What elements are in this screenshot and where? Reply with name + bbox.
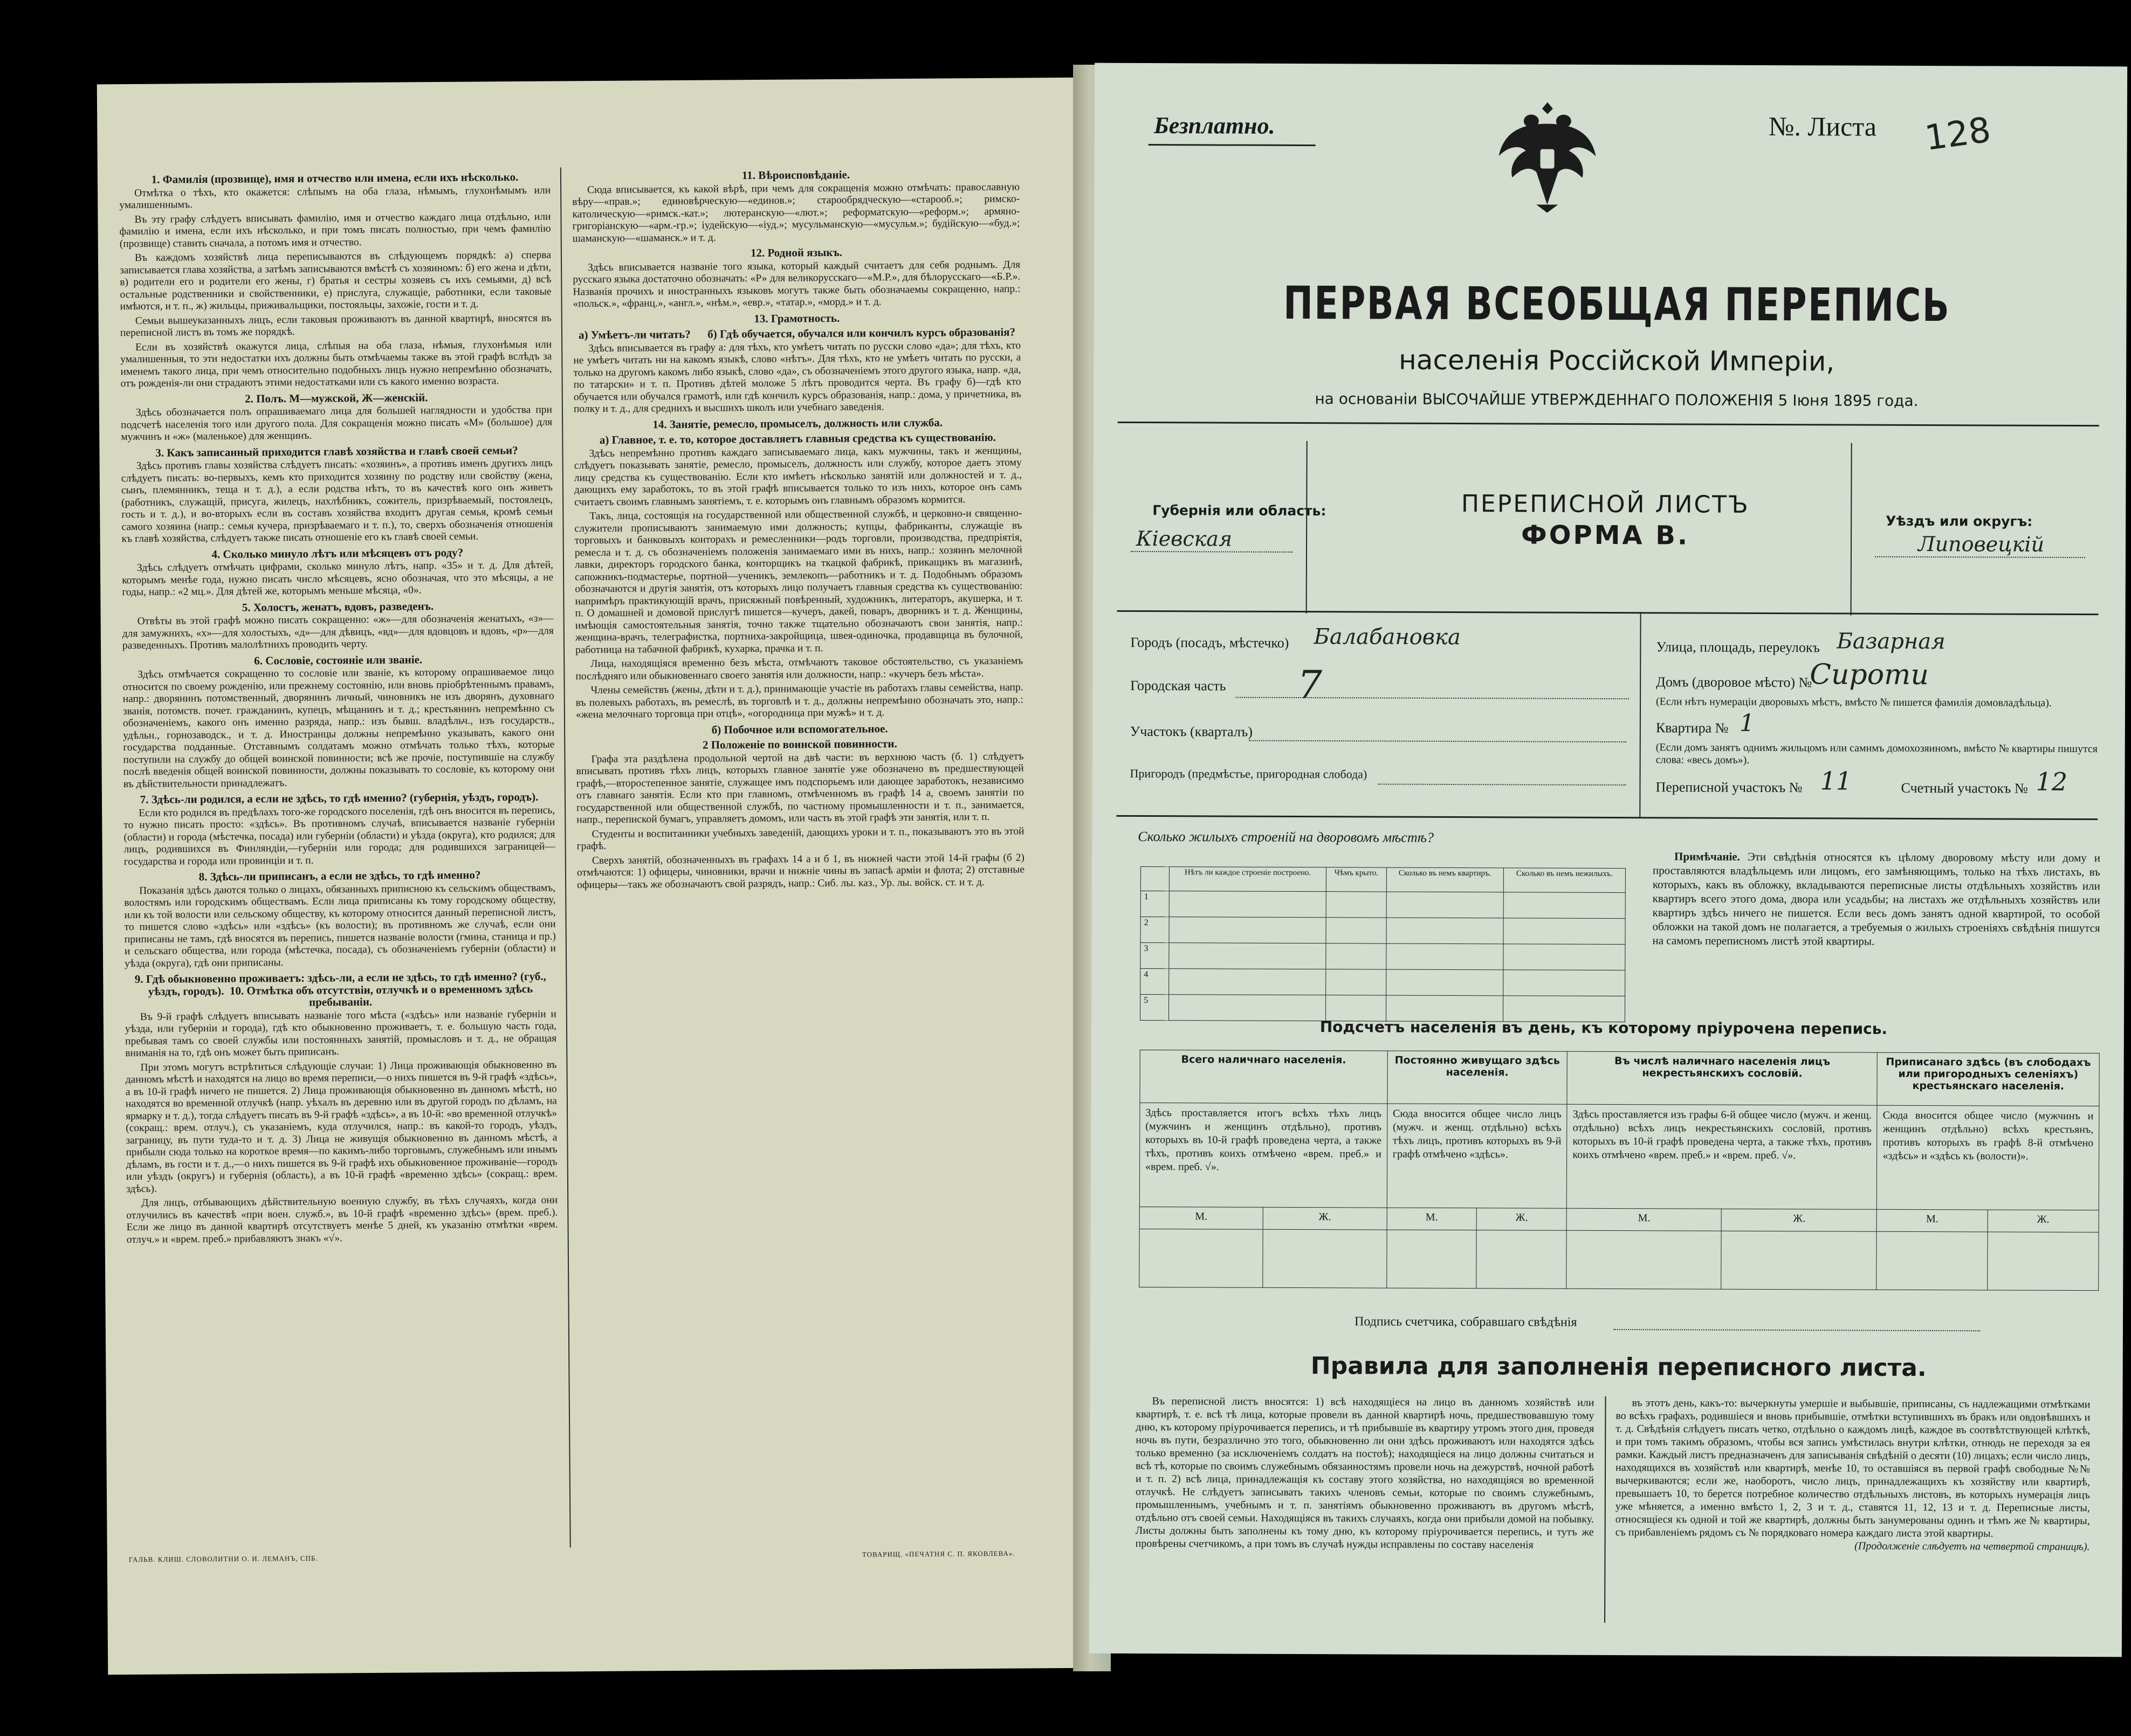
section-heading: 2. Полъ. М—мужской, Ж—женскій. <box>245 390 428 405</box>
section-heading: а) Главное, т. е. то, которое доставляетъ главныя средства къ существованію. <box>599 430 996 446</box>
right-page <box>1089 63 2127 1657</box>
section-heading: 8. Здѣсь-ли приписанъ, а если не здѣсь, то гдѣ именно? <box>198 868 481 884</box>
apartment-value: 1 <box>1739 709 1755 737</box>
paragraph: Отвѣты въ этой графѣ можно писать сокращенно: «ж»—для обозначенія женатыхъ, «з»—для замужнихъ, «х»—для холостыхъ, «д»—для дѣвицъ, «вд»—для вдовцовъ и вдовъ, «р»—для разведенныхъ. Противъ малолѣтнихъ проводить черту. <box>122 612 556 652</box>
census-section-value: 11 <box>1820 766 1852 796</box>
field-line <box>1249 740 1626 742</box>
apartment-note: (Если домъ занятъ однимъ жильцомъ или самимъ домохозяиномъ, вмѣсто № квартиры пишутся слова: «весь домъ»). <box>1655 741 2098 766</box>
section-heading: 11. Вѣроисповѣданіе. <box>741 168 850 182</box>
paragraph: Здѣсь обозначается полъ опрашиваемаго лица для большей наглядности и удобства при подсчетѣ населенія того или другого пола. Для сокращенія можно писать «М» (большое) для мужчинъ и «ж» (маленькое) для женщинъ. <box>121 404 555 443</box>
table-header-cell: Сколько въ немъ квартиръ. <box>1386 867 1504 892</box>
table-cell[interactable] <box>1326 969 1386 995</box>
buildings-table <box>1140 866 1626 1022</box>
population-count-title: Подсчетъ населенія въ день, къ которому пріурочена перепись. <box>1319 1018 1888 1038</box>
paragraph: Здѣсь отмѣчается сокращенно то сословіе или званіе, къ которому опрашиваемое лицо относится по своему рожденію, или прежнему состоянію, или вновь пріобрѣтеннымъ правамъ, напр.: дворянинъ потомственный, дворянинъ личный, чиновникъ не изъ дворянъ, духовнаго званія, потомств. почет. гражданинъ, купецъ, мѣщанинъ и т. д.; крестьянинъ непремѣнно съ обозначеніемъ, какого онъ именно разряда, напр.: изъ бывш. владѣльч., изъ государств., удѣльн., горнозаводск., и т. д. Иностранцы должны непремѣнно указывать, какого они государства подданные. Отставнымъ солдатамъ можно отмѣчать только тѣхъ, которые поступили на службу до общей воинской повинности; всѣ же прочіе, поступившіе на службу послѣ введенія общей воинской повинности, должны показывать то сословіе, къ которому они въ дѣйствительности принадлежатъ. <box>122 666 558 790</box>
table-cell[interactable] <box>1326 943 1386 969</box>
field-line <box>1875 556 2085 558</box>
paragraph: Въ 9-й графѣ слѣдуетъ вписывать названіе того мѣста («здѣсь» или названіе губерніи и уѣзда, или губерніи и города), гдѣ кто обыкновенно проживаетъ, т. е. большую часть года, пребывая тамъ со своей службы или постоянныхъ занятій, промысловъ и т. д., не обращая вниманія на то, гдѣ онъ может быть приписанъ. <box>125 1008 560 1059</box>
buildings-note <box>1652 849 2100 949</box>
table-cell[interactable] <box>1721 1231 1876 1290</box>
form-title: ПЕРЕПИСНОЙ ЛИСТЪ <box>1461 490 1750 519</box>
census-title: ПЕРВАЯ ВСЕОБЩАЯ ПЕРЕПИСЬ <box>1283 276 1951 332</box>
city-part-value: 7 <box>1297 662 1323 708</box>
table-cell[interactable] <box>1503 892 1625 919</box>
table-header-row <box>1140 866 1625 892</box>
divider <box>1118 422 2099 426</box>
enumerator-signature-label: Подпись счетчика, собравшаго свѣдѣнія <box>1354 1314 1577 1329</box>
table-cell[interactable] <box>1503 970 1625 996</box>
row-number: 5 <box>1140 994 1168 1020</box>
table-header-cell <box>1140 866 1169 891</box>
form-subtitle: ФОРМА В. <box>1521 520 1690 551</box>
table-cell: Сюда вносится общее число лицъ (мужч. и женщ. отдѣльно) всѣхъ тѣхъ лицъ, противъ которыхъ въ 9-й графѣ отмѣчено «здѣсь». <box>1387 1104 1567 1208</box>
female-label: Ж. <box>1988 1210 2099 1232</box>
table-cell[interactable] <box>1169 969 1326 995</box>
male-label: М. <box>1877 1209 1988 1232</box>
column-divider <box>560 167 571 1547</box>
female-label: Ж. <box>1722 1209 1877 1231</box>
paragraph: Для лицъ, отбывающихъ дѣйствительную военную службу, въ тѣхъ случаяхъ, когда они отлучились въ качествѣ «при воен. служб.», въ 10-й графѣ «временно здѣсь» (врем. преб.). Если же лицо въ данной квартирѣ отсутствуетъ менѣе 5 дней, къ указанію отмѣтки «врем. отлуч.» и «врем. преб.» прибавляютъ знакъ «√». <box>126 1194 561 1245</box>
section-label: Участокъ (кварталъ) <box>1130 723 1253 740</box>
paragraph: Сюда вписывается, къ какой вѣрѣ, при чемъ для сокращенія можно отмѣчать: православную вѣру—«прав.»; единовѣрческую—«единов.»; старообрядческую—«старооб.»; римско-католическую—«римск.-кат.»; лютеранскую—«лют.»; реформатскую—«реформ.»; армяно-григоріанскую—«арм.-гр.»; іудейскую—«іуд.»; мусульманскую—«мусульм.»; будійскую—«буд.»; шаманскую—«шаманск.» и т. д. <box>572 181 1023 244</box>
table-row <box>1140 942 1625 970</box>
section-heading: 2 Положеніе по воинской повинности. <box>702 737 897 752</box>
paragraph: Такъ, лица, состоящія на государственной или общественной службѣ, и церковно-и священно-служители прописываютъ занимаемую ими должность; купцы, фабриканты, служащіе въ торговыхъ и банковыхъ конторахъ и ремесленники—родъ торговли, производства, предпріятія, ремесла и т. д. съ обозначеніемъ положенія занимаемаго ими въ нихъ, напр.: хозяинъ мелочной лавки, директоръ городского банка, конторщикъ на ткацкой фабрикѣ, прикащикъ въ магазинѣ, сапожникъ-подмастерье, портной—ученикъ, землекопъ—работникъ и т. д. Подобнымъ образомъ обозначаются и другія занятія, отъ которыхъ лицо получаетъ главныя средства къ существованію: напримѣръ практикующій врачъ, присяжный повѣренный, художникъ, литераторъ, акушерка, и т. п. О домашней и домовой прислугѣ пишется—кучеръ, дакей, поваръ, дворникъ и т. д. Женщины, имѣющія самостоятельныя занятія, точно также тщательно обозначаютъ свои занятія, напр.: женщина-врачъ, телеграфистка, портниха-закройщица, швея-одиночка, продавщица въ булочной, работница на табачной фабрикѣ, кухарка, прачка и т. п. <box>574 507 1026 656</box>
paragraph: Если кто родился въ предѣлахъ того-же городского поселенія, гдѣ онъ вносится въ перепись, то нужно писать просто: «здѣсь». Въ противномъ случаѣ, вписывается названіе губерніи (области) и города (мѣстечка, посада) или губерніи (области) и уѣзда (округа), кто родился; для лицъ, родившихся въ Финляндіи,—губерніи или города; для родившихся заграницей—государства и города или провинціи и т. п. <box>123 804 558 867</box>
table-cell[interactable] <box>1503 996 1625 1022</box>
guberniya-label: Губернія или область: <box>1152 502 1326 519</box>
row-number: 2 <box>1140 917 1169 942</box>
table-cell[interactable] <box>1503 944 1625 970</box>
section-heading: 4. Сколько минуло лѣтъ или мѣсяцевъ отъ роду? <box>211 546 464 561</box>
divider <box>1149 144 1316 146</box>
female-label: Ж. <box>1263 1207 1387 1230</box>
left-page <box>97 78 1101 1675</box>
paragraph: Въ эту графу слѣдуетъ вписывать фамилію, имя и отчество каждаго лица отдѣльно, или фамилію и имена, если ихъ нѣсколько, и при томъ писать полностью, при чемъ фамилію (прозвище) ставить сначала, а потомъ имя и отчество. <box>119 211 554 250</box>
uezd-label: Уѣздъ или округъ: <box>1886 513 2033 529</box>
buildings-question: Сколько жилыхъ строеній на дворовомъ мѣстѣ? <box>1138 828 1434 845</box>
table-cell[interactable] <box>1386 918 1503 944</box>
section-heading: б) Побочное или вспомогательное. <box>711 721 888 736</box>
row-number: 3 <box>1140 942 1169 968</box>
table-header-cell: Сколько въ немъ нежилыхъ. <box>1503 868 1625 893</box>
table-cell[interactable] <box>1139 1229 1263 1287</box>
street-value: Базарная <box>1837 629 1946 655</box>
table-cell: Здѣсь проставляется итогъ всѣхъ тѣхъ лицъ (мужчинъ и женщинъ отдѣльно), противъ которыхъ въ 10-й графѣ проведена черта, а также тѣхъ, противъ коихъ отмѣчено «врем. преб.» и «врем. преб. √». <box>1139 1103 1387 1208</box>
table-header-cell: Приписанаго здѣсь (въ слободахъ или пригородныхъ селеніяхъ) крестьянскаго населенія. <box>1877 1052 2099 1106</box>
guberniya-value: Кіевская <box>1136 526 1233 551</box>
uezd-value: Липовецкій <box>1917 532 2045 556</box>
rules-column-2 <box>1616 1396 2091 1553</box>
section-heading: 13. Грамотность. <box>754 311 840 325</box>
double-headed-eagle-icon <box>1493 91 1601 216</box>
census-section-label: Переписной участокъ № <box>1655 779 1803 796</box>
table-cell[interactable] <box>1386 1230 1476 1289</box>
count-section-value: 12 <box>2036 767 2068 796</box>
section-heading: 1. Фамилія (прозвище), имя и отчество или имена, если ихъ нѣсколько. <box>151 170 519 186</box>
paragraph: Графа эта раздѣлена продольной чертой на двѣ части: въ верхнюю часть (б. 1) слѣдуетъ вписывать противъ тѣхъ лицъ, которыхъ главное занятіе уже обозначено въ предшествующей графѣ,—второстепенное занятіе, служащее имъ подспорьемъ или дающее заработокъ, независимо отъ главнаго занятія. Если кто при главномъ, отмѣченномъ въ графѣ 14 а, своемъ занятіи по государственной или общественной службѣ, по частному промышленности и т. п., занимается, напр., перепиской бумагъ, управляетъ домомъ, или часть въ этой графѣ эти занятія, или т. п. <box>576 750 1027 826</box>
paragraph: Здѣсь вписывается названіе того языка, который каждый считаетъ для себя роднымъ. Для русскаго языка достаточно обозначать: «Р» для великорусскаго—«М.Р.», для бѣлорусскаго—«Б.Р.». Названія прочихъ и иностранныхъ языковъ могутъ также быть обозначаемы сокращенно, напр.: «польск.», «франц.», «англ.», «нѣм.», «евр.», «татар.», «морд.» и т. д. <box>573 258 1023 310</box>
table-cell[interactable] <box>1169 943 1326 969</box>
note-text: Эти свѣдѣнія относятся къ цѣлому дворовому мѣсту или дому и проставляются владѣльцемъ или лицомъ, его замѣняющимъ, только на тѣхъ листахъ, въ которыхъ, какъ въ обложку, вкладываются переписные листы отдѣльныхъ хозяйствъ или квартиръ всего этого дома, двора или усадьбы; на листахъ же отдѣльныхъ хозяйствъ или квартиръ здѣсь ничего не пишется. Если весь домъ занятъ одной квартирой, то особой обложки на такой домъ не полагается, а требуемыя о жилыхъ строеніяхъ свѣдѣнія пишутся на самомъ переписномъ листѣ этой квартиры. <box>1652 850 2101 948</box>
divider <box>1116 815 2098 820</box>
note-title: Примѣчаніе. <box>1674 850 1740 863</box>
table-cell[interactable] <box>1988 1232 2099 1291</box>
section-heading: 12. Родной языкъ. <box>750 245 843 260</box>
paragraph: Показанія здѣсь даются только о лицахъ, обязанныхъ приписною къ сельскимъ обществамъ, волостямъ или городскимъ обществамъ. Если лица приписаны къ тому городскому обществу, или къ той волости или сельскому обществу, къ которому относится данный переписной листъ, то пишется слово «здѣсь» или «здѣсь» (къ волости); въ противномъ же случаѣ, если они приписаны не тамъ, гдѣ вносятся въ перепись, пишется названіе волости (гмина, станица и пр.) и сельскаго общества, или города (мѣстечка, посада), съ обозначеніемъ губерніи (области) и уѣзда (округа), гдѣ они приписаны. <box>124 882 559 969</box>
section-heading: 6. Сословіе, состояніе или званіе. <box>254 652 423 667</box>
census-subtitle: населенія Россійской Имперіи, <box>1399 344 1835 377</box>
suburb-label: Пригородъ (предмѣстье, пригородная слобода) <box>1130 766 1367 781</box>
table-cell: Здѣсь проставляется изъ графы 6-й общее число (мужч. и женщ. отдѣльно) всѣхъ лицъ некрестьянскихъ сословій, противъ которыхъ въ 10-й графѣ проведена черта, а также тѣхъ, противъ коихъ отмѣчено «врем. преб.» и «врем. преб. √». <box>1567 1104 1878 1209</box>
table-header-cell: Постоянно живущаго здѣсь населенія. <box>1387 1051 1568 1104</box>
table-header-cell: Чѣмъ крыто. <box>1326 867 1386 892</box>
table-cell[interactable] <box>1326 918 1386 943</box>
divider <box>1851 443 1852 616</box>
rules-text: въ этотъ день, какъ-то: вычеркнуты умершіе и выбывшіе, приписаны, съ надлежащими отмѣтками во всѣхъ графахъ, родившіеся и вновь прибывшіе, отмѣтки вступившихъ въ бракъ или овдовѣвшихъ и т. д. Свѣдѣнія слѣдуетъ писать четко, отдѣльно о каждомъ лицѣ, каждое въ соотвѣтствующей клѣткѣ, и при томъ такимъ образомъ, чтобы вся запись умѣстилась внутри клѣтки, отнюдь не переходя за ея рамки. Каждый листъ предназначенъ для записыванія свѣдѣній о десяти (10) лицахъ; если число лицъ, находящихся въ хозяйствѣ или квартирѣ, менѣе 10, то оставшіяся въ первой графѣ свободные №№ вычеркиваются; если же, наоборотъ, число лицъ, принадлежащихъ къ хозяйству или квартирѣ, превышаетъ 10, то берется потребное количество отдѣльныхъ листовъ, въ которыхъ нумерація лицъ уже мѣняется, а именно вмѣсто 1, 2, 3 и т. д., ставятся 11, 12, 13 и т. д. Переписные листы, относящіеся къ одной и той же квартирѣ, должны быть занумерованы одинъ и тѣмъ же № квартиры, съ прибавленіемъ рядомъ съ № порядковаго номера каждаго листа этой квартиры. <box>1615 1397 2091 1540</box>
table-row <box>1140 891 1625 918</box>
section-heading: 9. Гдѣ обыкновенно проживаетъ: здѣсь-ли, а если не здѣсь, то гдѣ именно? (губ., уѣздъ, городъ). 10. Отмѣтка объ отсутствіи, отлучкѣ и о временномъ здѣсь пребываніи. <box>134 969 549 1009</box>
table-cell[interactable] <box>1168 995 1326 1021</box>
signature-line[interactable] <box>1613 1329 1980 1331</box>
table-cell[interactable] <box>1326 995 1386 1021</box>
instructions-column-1 <box>119 168 561 1249</box>
free-label: Безплатно. <box>1153 112 1275 139</box>
paragraph: Здѣсь непремѣнно противъ каждаго записываемаго лица, какъ мужчины, такъ и женщины, слѣдуетъ показывать занятіе, ремесло, промыселъ, должность или службу, которое даетъ этому лицу средства къ существованію. Если кто имѣетъ нѣсколько занятій или должностей и т. д., дающихъ ему заработокъ, то въ этой графѣ вписывается только то изъ нихъ, которое онъ самъ считаетъ своимъ главнымъ занятіемъ, т. е. которымъ онъ главнымъ образомъ кормится. <box>574 444 1025 508</box>
paragraph: При этомъ могутъ встрѣтиться слѣдующіе случаи: 1) Лица проживающія обыкновенно въ данномъ мѣстѣ и находятся на лицо во время переписи,—о нихъ пишется въ 9-й графѣ «здѣсь», а въ 10-й графѣ ничего не пишется. 2) Лица проживающія обыкновенно въ данномъ мѣстѣ, но находятся во временной отлучкѣ (напр. уѣхалъ въ деревню или въ другой городъ по дѣламъ, на ярмарку и т. д.), тогда слѣдуетъ писать въ 9-й графѣ «здѣсь», а въ 10-й: «во временной отлучкѣ» (сокращ.: врем. отлуч.), съ указаніемъ, куда отлучился, напр.: въ какой-то городъ, уѣздъ, заграницу, въ пути туда-то и т. д. 3) Лица не живущія обыкновенно въ данномъ мѣстѣ, а прибыли сюда только на короткое время—по какимъ-либо торговымъ, служебнымъ или инымъ дѣламъ, въ гости и т. д.,—о нихъ пишется въ 9-й графѣ ихъ обыкновенное проживаніе—городъ или уѣздъ (округъ) и губернія (область), а въ 10-й графѣ «временно здѣсь» (сокращ.: врем. здѣсь). <box>125 1059 560 1195</box>
table-cell[interactable] <box>1566 1230 1722 1289</box>
printer-mark-right: ТОВАРИЩ. «ПЕЧАТНЯ С. П. ЯКОВЛЕВА». <box>862 1549 1015 1559</box>
table-cell[interactable] <box>1386 995 1503 1022</box>
table-cell: Сюда вносится общее число (мужчинъ и женщинъ отдѣльно) всѣхъ крестьянъ, противъ которыхъ въ графѣ 8-й отмѣчено «здѣсь» и «здѣсь къ (волости)». <box>1877 1105 2099 1210</box>
street-label: Улица, площадь, переулокъ <box>1656 639 1820 656</box>
table-row <box>1140 917 1625 944</box>
table-cell[interactable] <box>1169 917 1326 943</box>
sheet-number-label: №. Листа <box>1768 111 1877 142</box>
printer-mark-left: ГАЛЬВ. КЛИШ. СЛОВОЛИТНИ О. И. ЛЕМАНЪ, СПБ. <box>128 1554 318 1564</box>
legal-basis: на основаніи ВЫСОЧАЙШЕ УТВЕРЖДЕННАГО ПОЛОЖЕНІЯ 5 Іюня 1895 года. <box>1315 390 1919 410</box>
divider <box>1604 1396 1606 1623</box>
paragraph: Лица, находящіяся временно безъ мѣста, отмѣчаютъ таковое обстоятельство, съ указаніемъ послѣдняго или обыкновеннаго своего занятія или должности, напр.: «кучеръ безъ мѣста». <box>575 655 1026 682</box>
divider <box>1639 612 1641 817</box>
house-label: Домъ (дворовое мѣсто) № <box>1656 674 1812 691</box>
table-cell[interactable] <box>1476 1230 1566 1289</box>
table-cell[interactable] <box>1326 892 1386 918</box>
paragraph: Если въ хозяйствѣ окажутся лица, слѣпыя на оба глаза, нѣмыя, глухонѣмыя или умалишенныя, то эти недостатки ихъ должны быть отмѣчаемы также въ этой графѣ вслѣдъ за именемъ такого лица, при чемъ относительно подобныхъ лицъ нужно непремѣнно обозначать, отъ рожденія-ли они страдаютъ этими недостатками или съ какого именно возраста. <box>120 339 555 390</box>
section-heading: 7. Здѣсь-ли родился, а если не здѣсь, то гдѣ именно? (губернія, уѣздъ, городъ). <box>140 790 539 806</box>
rules-continued: (Продолженіе слѣдуетъ на четвертой страницѣ). <box>1854 1540 2090 1553</box>
female-label: Ж. <box>1476 1208 1566 1231</box>
table-header-cell: Всего наличнаго населенія. <box>1140 1050 1387 1104</box>
paragraph: Въ каждомъ хозяйствѣ лица переписываются въ слѣдующемъ порядкѣ: а) сперва записывается глава хозяйства, а затѣмъ записываются вмѣстѣ съ хозяиномъ: б) его жена и дѣти, в) родители его и родители его жены, г) братья и сестры хозяевъ съ ихъ семьями, д) всѣ остальные родственники и свойственники, е) прислуга, служащіе, работники, если таковые имѣются, и т. п., ж) жильцы, приживальщики, постояльцы, захожіе, гости и т. д. <box>120 249 554 313</box>
house-note: (Если нѣтъ нумераціи дворовыхъ мѣстъ, вмѣсто № пишется фамилія домовладѣльца). <box>1655 695 2052 709</box>
instructions-column-2 <box>572 164 1025 894</box>
male-label: М. <box>1387 1208 1477 1230</box>
city-label: Городъ (посадъ, мѣстечко) <box>1130 634 1289 651</box>
apartment-label: Квартира № <box>1655 720 1729 736</box>
field-line <box>1131 551 1293 553</box>
divider <box>1306 441 1308 614</box>
divider <box>1117 610 2099 615</box>
city-value: Балабановка <box>1314 624 1461 650</box>
rules-column-1 <box>1136 1395 1594 1552</box>
field-line <box>1235 697 1629 700</box>
section-heading: 3. Какъ записанный приходится главѣ хозяйства и главѣ своей семьи? <box>155 443 518 459</box>
paragraph: Студенты и воспитанники учебныхъ заведеній, дающихъ уроки и т. п., показываютъ это въ этой графѣ. <box>576 825 1027 852</box>
table-cell[interactable] <box>1386 892 1504 918</box>
male-label: М. <box>1566 1208 1721 1231</box>
sheet-number-handwritten: 128 <box>1922 110 1993 159</box>
rules-title: Правила для заполненія переписного листа. <box>1310 1352 1927 1382</box>
table-cell[interactable] <box>1169 891 1326 918</box>
paragraph: Члены семействъ (жены, дѣти и т. д.), принимающіе участіе въ работахъ главы семейства, напр. въ полевыхъ работахъ, въ ремеслѣ, въ торговлѣ и т. д., должны непремѣнно обозначать это, напр.: «жена мелочнаго торговца при отцѣ», «огородница при мужѣ» и т. д. <box>575 681 1026 721</box>
paragraph: Отмѣтка о тѣхъ, кто окажется: слѣпымъ на оба глаза, нѣмымъ, глухонѣмымъ или умалишеннымъ. <box>119 184 554 211</box>
table-header-cell: Въ числѣ наличнаго населенія лицъ некрестьянскихъ сословій. <box>1567 1051 1877 1105</box>
city-part-label: Городская часть <box>1130 677 1226 694</box>
population-count-table <box>1139 1050 2100 1291</box>
paragraph: Здѣсь вписывается въ графу а: для тѣхъ, кто умѣетъ читать по русски слово «да»; для тѣхъ, кто не умѣетъ читать ни на какомъ языкѣ, слово «нѣтъ». Для тѣхъ, кто не умѣетъ читать по русски, а только на другомъ какомъ либо языкѣ, слово «да», съ обозначеніемъ этого другого языка, напр. «да, по татарски» и т. п. Противъ дѣтей моложе 5 лѣтъ проводится черта. Въ графу б)—гдѣ кто обучается или обучался грамотѣ, или гдѣ кончилъ курсъ образованія, напр.: дома, у причетника, въ полку и т. д., для среднихъ и высшихъ школъ или учебнаго заведенія. <box>573 339 1024 415</box>
section-heading: 5. Холостъ, женатъ, вдовъ, разведенъ. <box>242 599 434 614</box>
row-number: 4 <box>1140 968 1169 994</box>
table-cell[interactable] <box>1876 1231 1988 1290</box>
section-heading: а) Умѣетъ-ли читать? б) Гдѣ обучается, обучался или кончилъ курсъ образованія? <box>578 325 1016 342</box>
house-value: Сироти <box>1810 658 1929 692</box>
paragraph: Семьи вышеуказанныхъ лицъ, если таковыя проживаютъ въ данной квартирѣ, вносятся въ переписной листъ въ томъ же порядкѣ. <box>120 312 554 339</box>
paragraph: Здѣсь противъ главы хозяйства слѣдуетъ писать: «хозяинъ», а противъ именъ другихъ лицъ слѣдуетъ писать: во-первыхъ, кемъ кто приходится хозяину по родству или свойству (жена, сынъ, племянникъ, теща и т. д.), а если родства нѣтъ, то въ качествѣ кого онъ живетъ (работникъ, служащій, присуга, жилецъ, нахлѣбникъ, сожитель, призрѣваемый, постоялецъ, гость и т. д.), и во-вторыхъ если въ составъ хозяйства входитъ другая семья, кромѣ семьи самого хозяина (напр.: семья кучера, призрѣваемаго и т. п.), то, сверхъ обозначенія отношенія къ главѣ хозяйства, слѣдуетъ также писать отношеніе его къ главѣ своей семьи. <box>121 457 556 545</box>
paragraph: Здѣсь слѣдуетъ отмѣчать цифрами, сколько минуло лѣтъ, напр. «35» и т. д. Для дѣтей, которымъ менѣе года, нужно писать число мѣсяцевъ, ясно обозначая, что это мѣсяцы, а не годы, напр.: «2 мц.». Для дѣтей же, которымъ меньше мѣсяца, «0». <box>122 559 556 598</box>
table-cell[interactable] <box>1503 918 1625 945</box>
paragraph: Сверхъ занятій, обозначенныхъ въ графахъ 14 а и б 1, въ нижней части этой 14-й графы (б 2) отмѣчаются: 1) офицеры, чиновники, врачи и нижніе чины въ запасѣ арміи и флота; 2) отставные офицеры—такъ же обозначаютъ свой разрядъ, напр.: Сиб. лы. каз., Ур. лы. войск. ст. и т. д. <box>576 851 1027 891</box>
table-cell[interactable] <box>1263 1229 1387 1288</box>
section-heading: 14. Занятіе, ремесло, промыселъ, должность или служба. <box>652 416 943 431</box>
table-cell[interactable] <box>1386 969 1503 996</box>
table-cell[interactable] <box>1386 943 1503 970</box>
rules-text: Въ переписной листъ вносятся: 1) всѣ находящіеся на лицо въ данномъ хозяйствѣ или квартирѣ, т. е. всѣ тѣ лица, которые провели въ данной квартирѣ ночь, предшествовавшую тому дню, къ которому пріурочивается перепись, и тѣ прибывшіе въ квартиру утромъ этого дня, проведя ночь въ пути, безразлично это того, обыкновенно ли они здѣсь проживаютъ или находятся здѣсь только временно (за исключеніемъ солдатъ на постоѣ); находящіеся на лицо должны считаться и всѣ тѣ, которые по своимъ служебнымъ обязанностямъ провели ночь на дежурствѣ, ночной работѣ и т. п. 2) всѣ лица, принадлежащія къ составу этого хозяйства, но находящіяся во временной отлучкѣ. Не слѣдуетъ записывать такихъ членовъ семьи, которые по своимъ служебнымъ, промышленнымъ, учебнымъ и т. п. занятіямъ обыкновенно проживаютъ въ другомъ мѣстѣ, отдѣльно отъ своей семьи. Находящіяся въ такихъ случаяхъ, когда они прибыли домой на побывку. Листы должны быть заполнены къ тому дню, къ которому пріурочивается перепись, и тутъ же провѣрены счетчикомъ, а при томъ въ случаѣ нужды исправлены по составу населенія <box>1135 1395 1594 1551</box>
field-line <box>1378 784 1626 786</box>
table-header-cell: Нѣтъ ли каждое строеніе построено. <box>1169 867 1326 892</box>
male-label: М. <box>1139 1207 1263 1229</box>
table-row <box>1140 968 1625 996</box>
row-number: 1 <box>1140 891 1169 917</box>
count-section-label: Счетный участокъ № <box>1901 780 2028 796</box>
